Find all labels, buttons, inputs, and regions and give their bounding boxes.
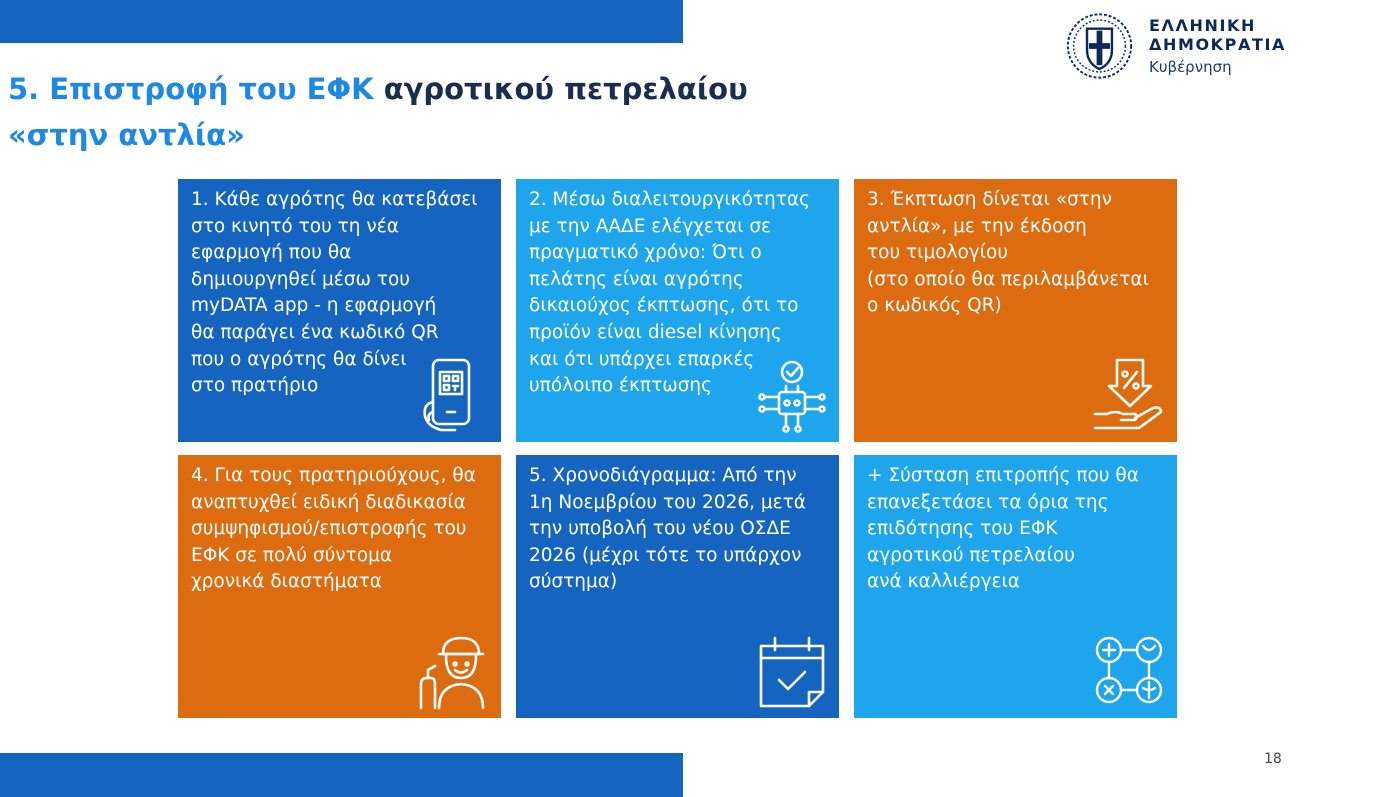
verified-chip-icon: [753, 356, 831, 434]
title-dark: αγροτικού πετρελαίου: [383, 72, 748, 106]
page-number: 18: [1264, 751, 1282, 767]
card-1: [178, 179, 501, 442]
card-1-text: 1. Κάθε αγρότης θα κατεβάσει στο κινητό του τη νέα εφαρμογή που θα δημιουργηθεί μέσω του myDATA app - η εφαρμογή θα παράγει ένα κωδικό QR που ο αγρότης θα δίνει στο πρατήριο: [191, 189, 478, 397]
title-highlight: 5. Επιστροφή του ΕΦΚ: [8, 72, 374, 106]
bottom-accent-bar: [0, 753, 683, 797]
card-5-text: 5. Χρονοδιάγραμμα: Από την 1η Νοεμβρίου του 2026, μετά την υποβολή του νέου ΟΣΔΕ 2026 (μέχρι τότε το υπάρχον σύστημα): [529, 465, 807, 593]
discount-hand-icon: [1091, 356, 1169, 434]
fuel-attendant-icon: [415, 632, 493, 710]
card-6: [854, 455, 1177, 718]
top-accent-bar: [0, 0, 683, 43]
card-5: [516, 455, 839, 718]
card-6-text: + Σύσταση επιτροπής που θα επανεξετάσει τα όρια της επιδότησης του ΕΦΚ αγροτικού πετρελαίου ανά καλλιέργεια: [867, 465, 1139, 593]
page-title: [8, 66, 768, 158]
crops-icon: [1091, 632, 1169, 710]
phone-qr-icon: [415, 356, 493, 434]
calendar-check-icon: [753, 632, 831, 710]
government-subtitle: Κυβέρνηση: [1148, 58, 1232, 76]
card-3: [854, 179, 1177, 442]
card-2-text: 2. Μέσω διαλειτουργικότητας με την ΑΑΔΕ ελέγχεται σε πραγματικό χρόνο: Ότι ο πελάτης είναι αγρότης δικαιούχος έκπτωσης, ότι το προϊόν είναι diesel κίνησης και ότι υπάρχει επαρκές υπόλοιπο έκπτωσης: [529, 189, 810, 397]
card-2: [516, 179, 839, 442]
card-4: [178, 455, 501, 718]
title-second-line: «στην αντλία»: [8, 118, 245, 152]
card-4-text: 4. Για τους πρατηριούχους, θα αναπτυχθεί ειδική διαδικασία συμψηφισμού/επιστροφής του ΕΦΚ σε πολύ σύντομα χρονικά διαστήματα: [191, 465, 476, 593]
greek-coat-of-arms-icon: [1064, 10, 1135, 82]
government-name: ΕΛΛΗΝΙΚΗ ΔΗΜΟΚΡΑΤΙΑ: [1148, 16, 1287, 54]
card-3-text: 3. Έκπτωση δίνεται «στην αντλία», με την έκδοση του τιμολογίου (στο οποίο θα περιλαμβάνεται ο κωδικός QR): [867, 189, 1149, 317]
government-logo: [1064, 10, 1390, 82]
